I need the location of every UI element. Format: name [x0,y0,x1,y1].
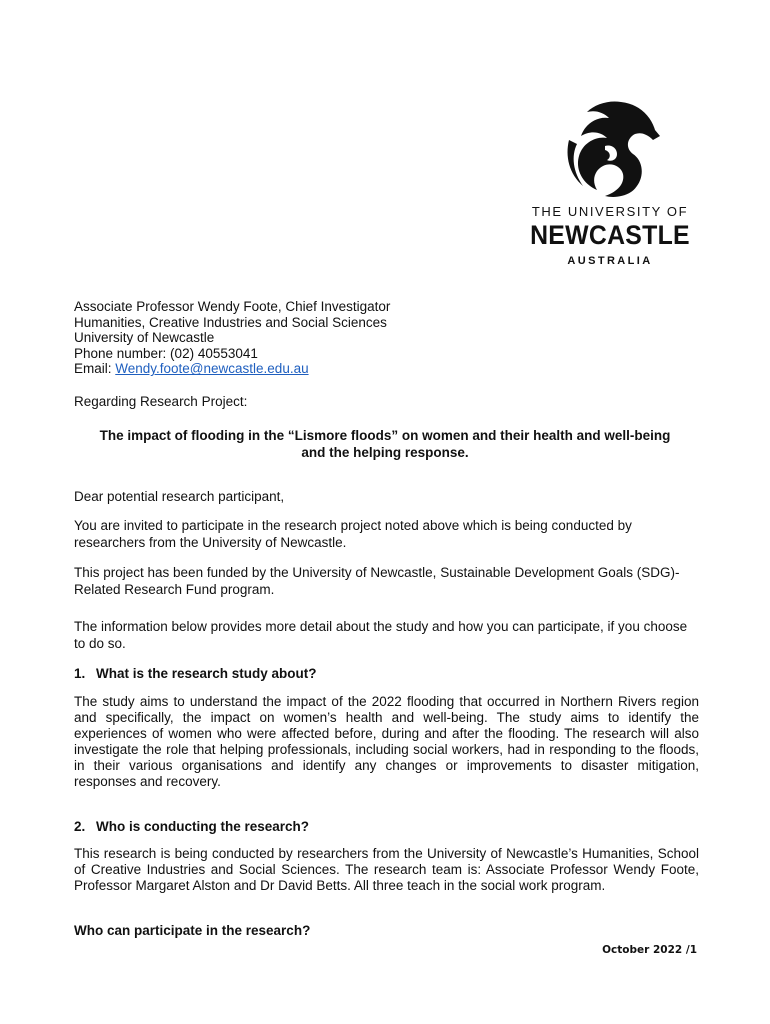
contact-phone: Phone number: (02) 40553041 [74,345,258,361]
section-2-heading [74,818,699,835]
section-2-body: This research is being conducted by researchers from the University of Newcastle’s Humanities, School of Creative Industries and Social Sciences. The research team is: Associate Professor Wendy Foote, Professor Margaret Alston and Dr David Betts. All three teach in the social work program. [74,846,699,893]
contact-university: University of Newcastle [74,330,215,346]
email-link[interactable]: Wendy.foote@newcastle.edu.au [115,361,309,377]
contact-school: Humanities, Creative Industries and Social Sciences [74,314,387,330]
project-title [70,427,700,461]
salutation: Dear potential research participant, [74,489,285,504]
section-1-body: The study aims to understand the impact of the 2022 flooding that occurred in Northern Rivers region and specifically, the impact on women’s health and well-being. The study aims to identify the experiences of women who were affected before, during and after the flooding. The research will also investigate the role that helping professionals, including social workers, had in responding to the floods, in their various organisations and identify any changes or improvements to disaster mitigation, responses and recovery. [74,694,699,789]
section-1-heading [74,665,699,682]
project-title-line1: The impact of flooding in the “Lismore floods” on women and their health and well-being [99,428,671,443]
logo-text-newcastle: NEWCASTLE [530,220,690,250]
funded-paragraph: This project has been funded by the University of Newcastle, Sustainable Development Goals (SDG)-Related Research Fund program. [74,565,680,597]
info-paragraph: The information below provides more detail about the study and how you can participate, if you choose to do so. [74,619,688,651]
logo-text-line1: THE UNIVERSITY OF [531,204,689,219]
university-logo [515,100,705,272]
logo-text-australia: AUSTRALIA [567,255,653,267]
seahorse-logo-icon [561,100,661,198]
contact-block [74,299,390,377]
email-label: Email: [74,361,116,377]
section-1-number: 1. [74,666,86,681]
contact-name: Associate Professor Wendy Foote, Chief Investigator [74,299,391,314]
section-1-title: What is the research study about? [96,666,317,681]
section-2-number: 2. [74,819,86,834]
invite-paragraph: You are invited to participate in the research project noted above which is being conducted by researchers from the University of Newcastle. [74,518,632,550]
page-footer: October 2022 /1 [602,944,697,956]
who-can-participate-heading: Who can participate in the research? [74,923,311,938]
contact-email-line [74,361,390,377]
regarding-label: Regarding Research Project: [74,394,248,409]
project-title-line2: and the helping response. [301,445,469,460]
section-2-title: Who is conducting the research? [96,819,310,834]
